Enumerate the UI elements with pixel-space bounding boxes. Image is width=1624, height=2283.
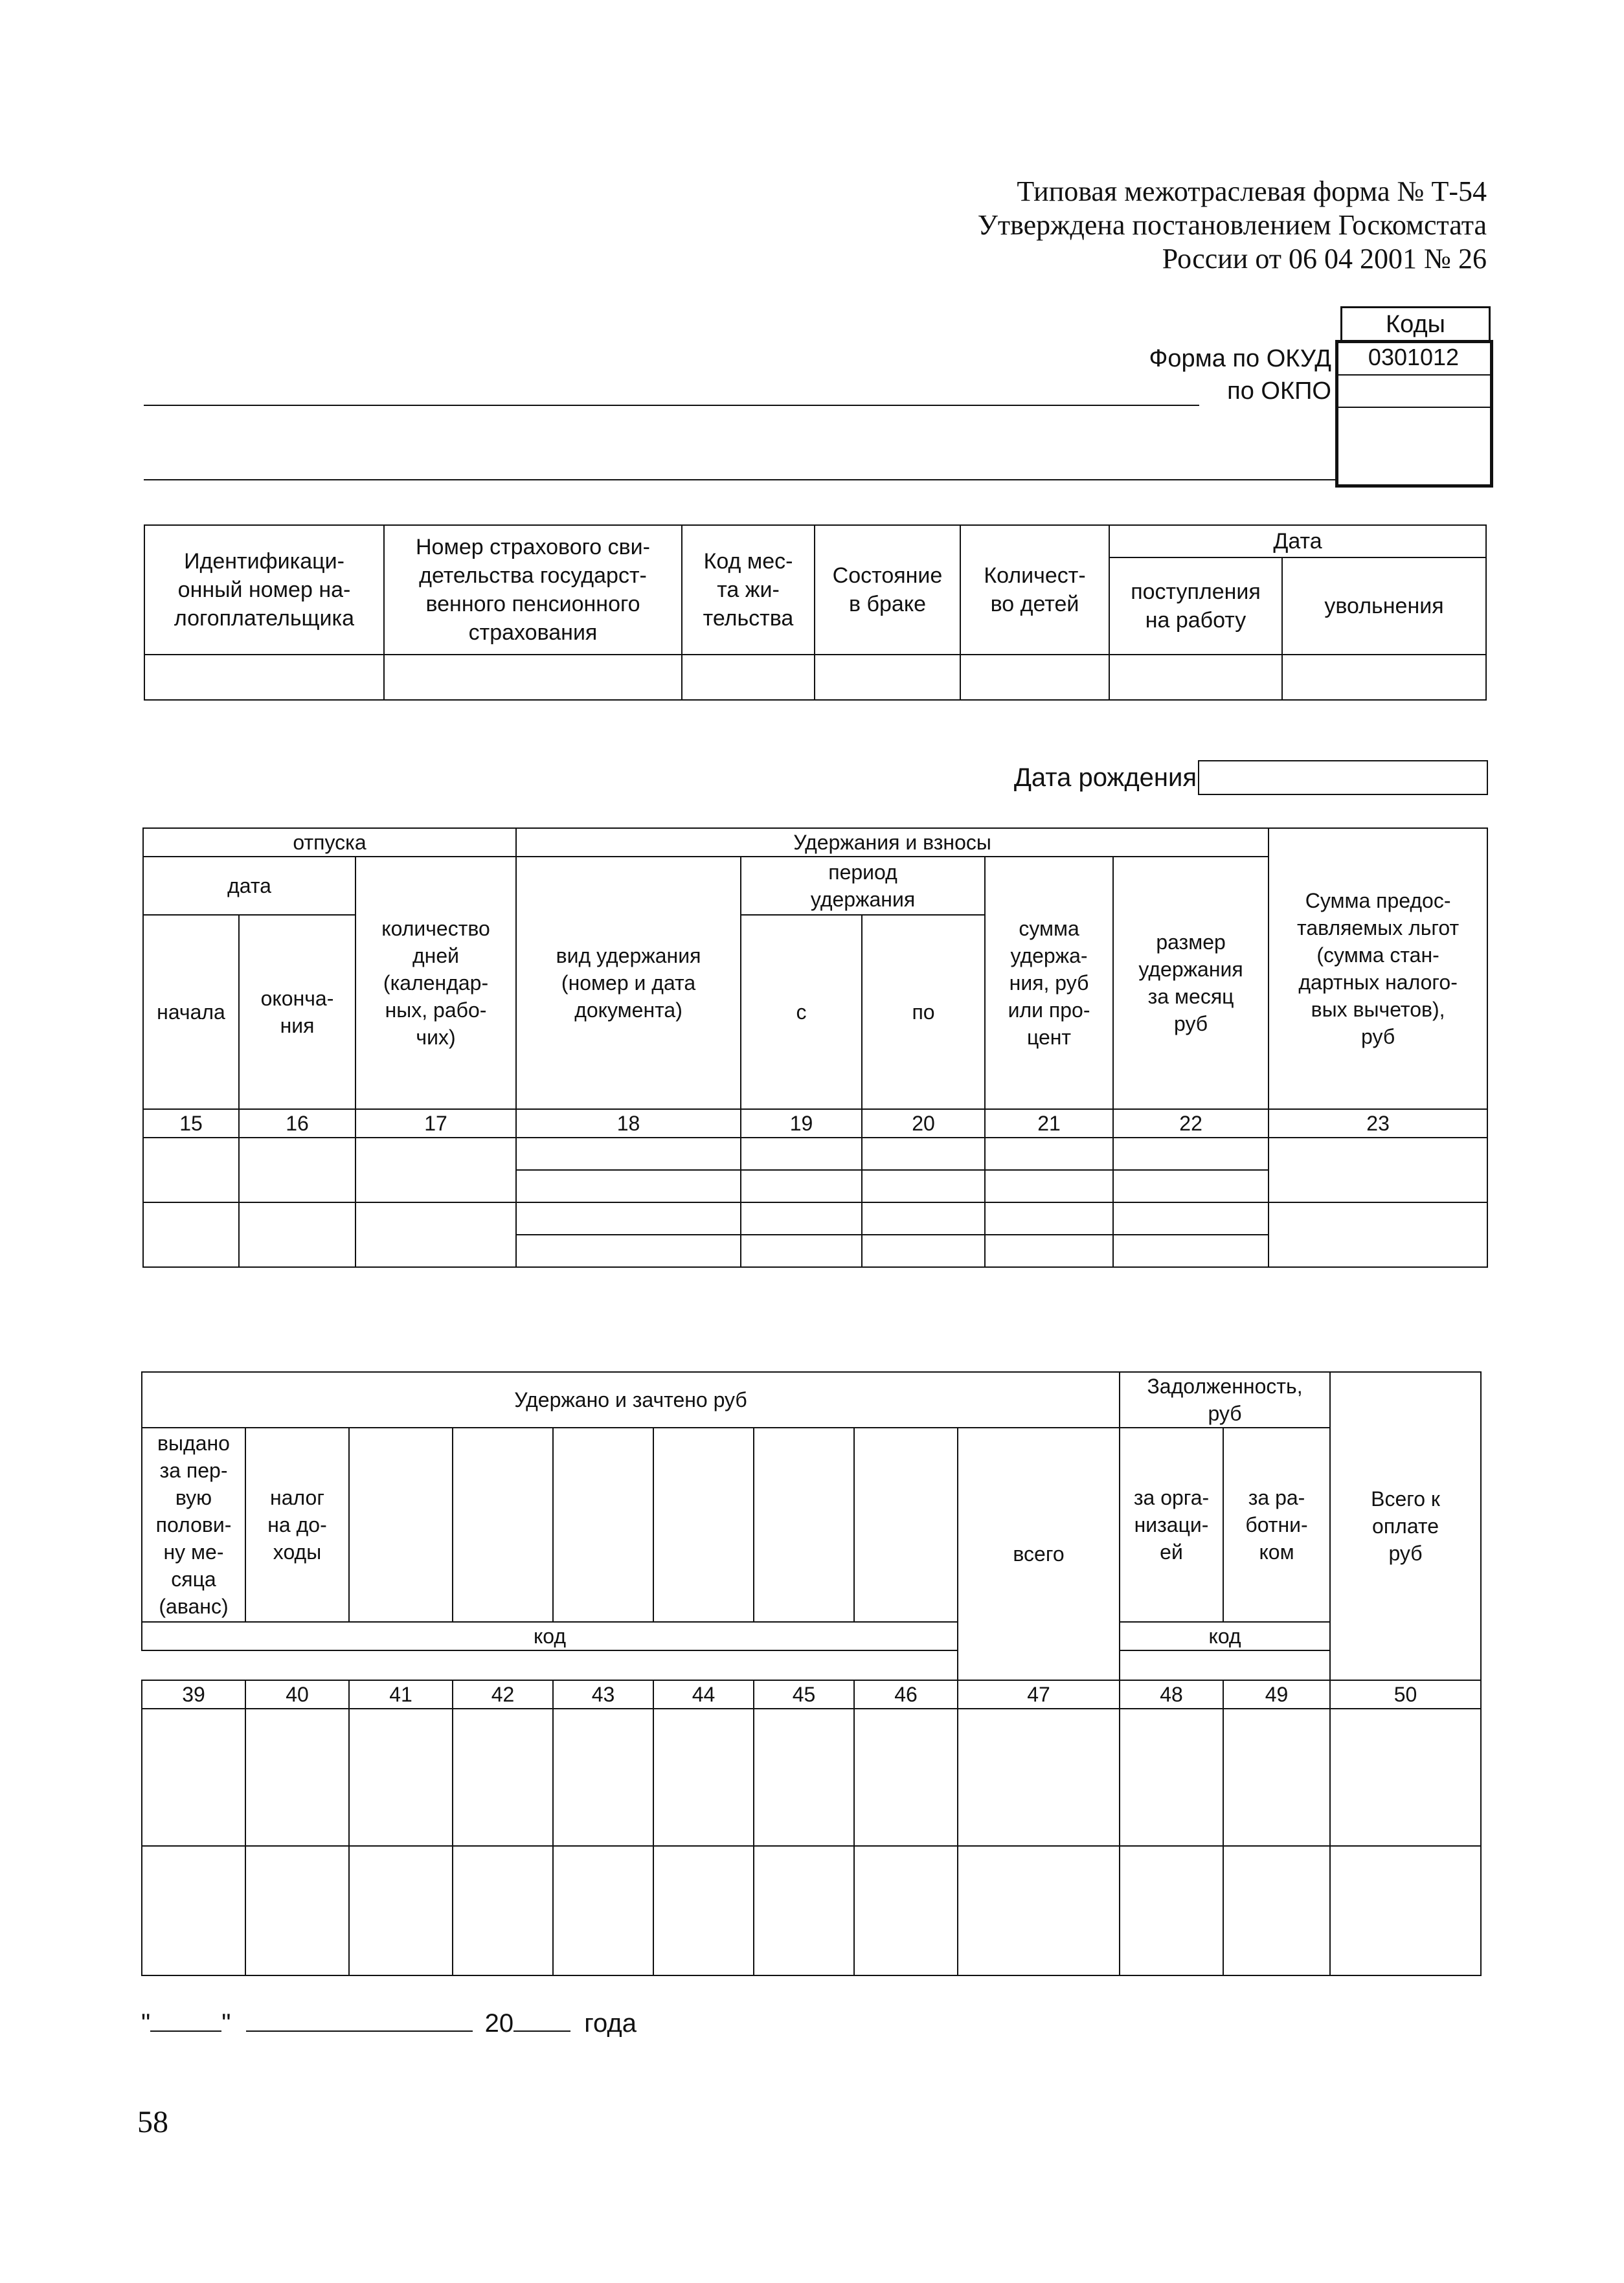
debt-org-header: за орга- низаци- ей — [1120, 1428, 1223, 1622]
table-row[interactable] — [553, 1846, 653, 1975]
blank-header — [653, 1428, 754, 1622]
table-row[interactable] — [741, 1235, 862, 1267]
table-row[interactable] — [862, 1138, 985, 1170]
col-number: 50 — [1330, 1680, 1481, 1709]
vacation-start-header: начала — [143, 915, 239, 1109]
debt-worker-header: за ра- ботни- ком — [1223, 1428, 1330, 1622]
table-row[interactable] — [1120, 1846, 1223, 1975]
code-values-row[interactable] — [142, 1650, 958, 1680]
table-row[interactable] — [453, 1846, 553, 1975]
col-date-header: Дата — [1109, 525, 1486, 557]
date-line — [141, 2007, 637, 2040]
month-field[interactable] — [246, 2007, 473, 2032]
table-row[interactable] — [862, 1202, 985, 1235]
col-number: 45 — [754, 1680, 854, 1709]
table-row[interactable] — [862, 1170, 985, 1202]
codes-title: Коды — [1340, 306, 1491, 341]
blank-header — [453, 1428, 553, 1622]
table-row[interactable] — [355, 1138, 516, 1202]
deductions-header: Удержания и взносы — [516, 828, 1269, 857]
table-row[interactable] — [854, 1709, 958, 1846]
table-row[interactable] — [349, 1846, 453, 1975]
code-values-row-debt[interactable] — [1120, 1650, 1330, 1680]
table-row[interactable] — [143, 1138, 239, 1202]
table-row[interactable] — [741, 1138, 862, 1170]
col-number: 40 — [245, 1680, 349, 1709]
table-row[interactable] — [1223, 1709, 1330, 1846]
table-row[interactable] — [553, 1709, 653, 1846]
table-row[interactable] — [349, 1709, 453, 1846]
deduction-amount-header: сумма удержа- ния, руб или про- цент — [985, 857, 1113, 1109]
total-pay-header: Всего к оплате руб — [1330, 1372, 1481, 1680]
year-suffix: года — [584, 2009, 637, 2038]
cell-snils[interactable] — [384, 655, 682, 700]
table-row[interactable] — [1330, 1709, 1481, 1846]
table-row[interactable] — [985, 1235, 1113, 1267]
col-marital-header: Состояние в браке — [815, 525, 960, 655]
table-row[interactable] — [1120, 1709, 1223, 1846]
benefits-header: Сумма предос- тавляемых льгот (сумма стан- дартных налого- вых вычетов), руб — [1269, 828, 1487, 1109]
year-field[interactable] — [513, 2007, 570, 2032]
col-number: 15 — [143, 1109, 239, 1138]
table-row[interactable] — [516, 1138, 741, 1170]
table-row[interactable] — [142, 1846, 245, 1975]
table-row[interactable] — [1269, 1138, 1487, 1202]
deduction-monthly-header: размер удержания за месяц руб — [1113, 857, 1269, 1109]
table-row[interactable] — [741, 1202, 862, 1235]
form-title: Типовая межотраслевая форма № Т-54 — [1017, 175, 1487, 207]
table-row[interactable] — [245, 1709, 349, 1846]
table-row[interactable] — [516, 1235, 741, 1267]
deductions-table — [142, 827, 1488, 1268]
table-row[interactable] — [516, 1170, 741, 1202]
period-from-header: с — [741, 915, 862, 1109]
table-row[interactable] — [1113, 1138, 1269, 1170]
table-row[interactable] — [239, 1138, 355, 1202]
table-row[interactable] — [985, 1202, 1113, 1235]
code-label: код — [142, 1622, 958, 1650]
table-row[interactable] — [958, 1709, 1120, 1846]
table-row[interactable] — [1223, 1846, 1330, 1975]
identification-table — [144, 524, 1487, 701]
cell-hire[interactable] — [1109, 655, 1282, 700]
cell-marital[interactable] — [815, 655, 960, 700]
okud-label: Форма по ОКУД — [1149, 345, 1331, 372]
table-row[interactable] — [143, 1202, 239, 1267]
col-number: 16 — [239, 1109, 355, 1138]
quote-open: " — [141, 2009, 151, 2038]
col-number: 42 — [453, 1680, 553, 1709]
year-prefix: 20 — [484, 2009, 514, 2038]
table-row[interactable] — [453, 1709, 553, 1846]
advance-header: выдано за пер- вую полови- ну ме- сяца (аванс) — [142, 1428, 245, 1622]
col-number: 22 — [1113, 1109, 1269, 1138]
cell-residence[interactable] — [682, 655, 815, 700]
debt-header: Задолженность, руб — [1120, 1372, 1330, 1428]
cell-dismissal[interactable] — [1282, 655, 1486, 700]
withheld-header: Удержано и зачтено руб — [142, 1372, 1120, 1428]
blank-header — [754, 1428, 854, 1622]
table-row[interactable] — [653, 1846, 754, 1975]
page-number: 58 — [137, 2105, 168, 2139]
organization-name-line — [144, 405, 1199, 406]
table-row[interactable] — [741, 1170, 862, 1202]
day-field[interactable] — [150, 2007, 221, 2032]
col-dismissal-header: увольнения — [1282, 557, 1486, 655]
table-row[interactable] — [245, 1846, 349, 1975]
col-residence-header: Код мес- та жи- тельства — [682, 525, 815, 655]
col-inn-header: Идентификаци- онный номер на- логоплательщика — [144, 525, 384, 655]
col-number: 46 — [854, 1680, 958, 1709]
table-row[interactable] — [1113, 1170, 1269, 1202]
okpo-label: по ОКПО — [1227, 377, 1331, 405]
vacation-days-header: количество дней (календар- ных, рабо- чих) — [355, 857, 516, 1109]
vacation-date-header: дата — [143, 857, 355, 915]
col-number: 44 — [653, 1680, 754, 1709]
col-number: 47 — [958, 1680, 1120, 1709]
deduction-period-header: период удержания — [741, 857, 985, 915]
table-row[interactable] — [1330, 1846, 1481, 1975]
department-name-line — [144, 479, 1336, 480]
birth-date-field[interactable] — [1198, 760, 1488, 795]
table-row[interactable] — [516, 1202, 741, 1235]
table-row[interactable] — [1269, 1202, 1487, 1267]
birth-date-label: Дата рождения — [1013, 763, 1197, 792]
approval-date: России от 06 04 2001 № 26 — [1162, 243, 1487, 275]
cell-inn[interactable] — [144, 655, 384, 700]
table-row[interactable] — [653, 1709, 754, 1846]
table-row[interactable] — [985, 1138, 1113, 1170]
quote-close: " — [221, 2009, 231, 2038]
col-hire-header: поступления на работу — [1109, 557, 1282, 655]
table-row[interactable] — [1113, 1202, 1269, 1235]
blank-header — [553, 1428, 653, 1622]
table-row[interactable] — [754, 1846, 854, 1975]
form-header — [978, 175, 1487, 276]
table-row[interactable] — [854, 1846, 958, 1975]
withheld-table — [141, 1371, 1482, 1976]
deduction-type-header: вид удержания (номер и дата документа) — [516, 857, 741, 1109]
total-header: всего — [958, 1428, 1120, 1680]
col-number: 48 — [1120, 1680, 1223, 1709]
col-number: 19 — [741, 1109, 862, 1138]
table-row[interactable] — [239, 1202, 355, 1267]
approval-line: Утверждена постановлением Госкомстата — [977, 209, 1487, 241]
table-row[interactable] — [1113, 1235, 1269, 1267]
table-row[interactable] — [958, 1846, 1120, 1975]
col-number: 39 — [142, 1680, 245, 1709]
col-number: 18 — [516, 1109, 741, 1138]
col-number: 17 — [355, 1109, 516, 1138]
code-label-debt: код — [1120, 1622, 1330, 1650]
vacation-end-header: оконча- ния — [239, 915, 355, 1109]
cell-children[interactable] — [960, 655, 1109, 700]
col-number: 21 — [985, 1109, 1113, 1138]
col-snils-header: Номер страхового сви- детельства государст- венного пенсионного страхования — [384, 525, 682, 655]
okud-code-value: 0301012 — [1368, 344, 1460, 370]
blank-header — [349, 1428, 453, 1622]
period-to-header: по — [862, 915, 985, 1109]
col-number: 49 — [1223, 1680, 1330, 1709]
table-row[interactable] — [355, 1202, 516, 1267]
col-number: 41 — [349, 1680, 453, 1709]
table-row[interactable] — [754, 1709, 854, 1846]
table-row[interactable] — [862, 1235, 985, 1267]
vacation-header: отпуска — [143, 828, 516, 857]
col-number: 43 — [553, 1680, 653, 1709]
table-row[interactable] — [142, 1709, 245, 1846]
col-number: 20 — [862, 1109, 985, 1138]
table-row[interactable] — [985, 1170, 1113, 1202]
blank-header — [854, 1428, 958, 1622]
col-number: 23 — [1269, 1109, 1487, 1138]
col-children-header: Количест- во детей — [960, 525, 1109, 655]
income-tax-header: налог на до- ходы — [245, 1428, 349, 1622]
